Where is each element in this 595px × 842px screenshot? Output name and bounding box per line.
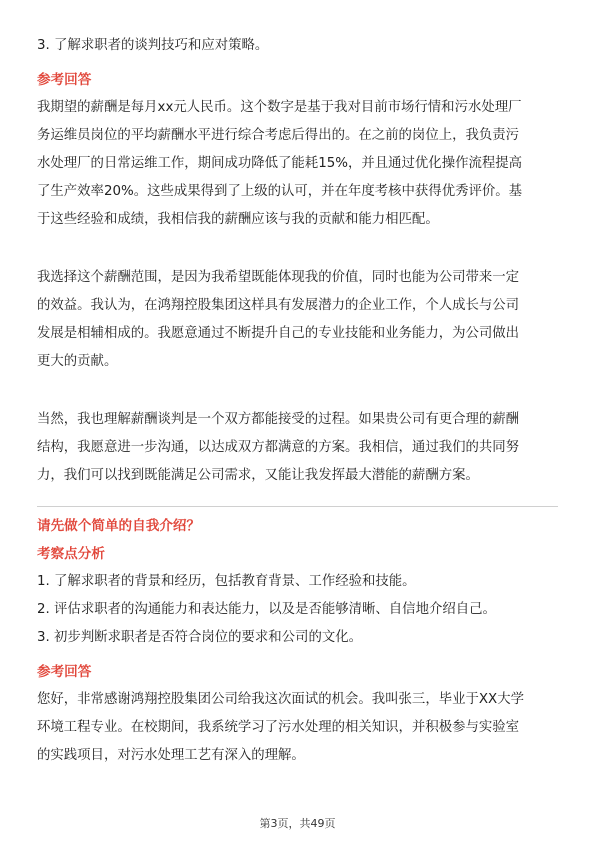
- answer-line: 于这些经验和成绩，我相信我的薪酬应该与我的贡献和能力相匹配。: [37, 212, 439, 227]
- answer-line: 务运维员岗位的平均薪酬水平进行综合考虑后得出的。在之前的岗位上，我负责污: [37, 128, 520, 143]
- answer-line: 力，我们可以找到既能满足公司需求，又能让我发挥最大潜能的薪酬方案。: [37, 468, 479, 483]
- answer-line: 水处理厂的日常运维工作，期间成功降低了能耗15%，并且通过优化操作流程提高: [37, 156, 523, 171]
- analysis-label: 考察点分析: [37, 546, 105, 562]
- answer-line: 更大的贡献。: [37, 354, 118, 369]
- answer-line: 我期望的薪酬是每月xx元人民币。这个数字是基于我对目前市场行情和污水处理厂: [37, 100, 522, 115]
- answer-line: 的实践项目，对污水处理工艺有深入的理解。: [37, 748, 305, 763]
- reference-answer-label: 参考回答: [37, 72, 92, 88]
- section-divider: [37, 506, 558, 507]
- answer-line: 环境工程专业。在校期间，我系统学习了污水处理的相关知识，并积极参与实验室: [37, 720, 520, 735]
- answer-line: 结构，我愿意进一步沟通，以达成双方都满意的方案。我相信，通过我们的共同努: [37, 440, 520, 455]
- reference-answer-label: 参考回答: [37, 664, 92, 680]
- answer-line: 发展是相辅相成的。我愿意通过不断提升自己的专业技能和业务能力，为公司做出: [37, 326, 520, 341]
- analysis-point: 1. 了解求职者的背景和经历，包括教育背景、工作经验和技能。: [37, 574, 416, 589]
- answer-line: 您好，非常感谢鸿翔控股集团公司给我这次面试的机会。我叫张三，毕业于XX大学: [37, 692, 525, 707]
- analysis-point: 3. 初步判断求职者是否符合岗位的要求和公司的文化。: [37, 630, 363, 645]
- analysis-point-3: 3. 了解求职者的谈判技巧和应对策略。: [37, 38, 269, 53]
- interview-question: 请先做个简单的自我介绍？: [37, 518, 201, 534]
- answer-line: 我选择这个薪酬范围，是因为我希望既能体现我的价值，同时也能为公司带来一定: [37, 270, 520, 285]
- answer-line: 的效益。我认为，在鸿翔控股集团这样具有发展潜力的企业工作，个人成长与公司: [37, 298, 520, 313]
- answer-line: 了生产效率20%。这些成果得到了上级的认可，并在年度考核中获得优秀评价。基: [37, 184, 523, 199]
- answer-line: 当然，我也理解薪酬谈判是一个双方都能接受的过程。如果贵公司有更合理的薪酬: [37, 412, 520, 427]
- analysis-point: 2. 评估求职者的沟通能力和表达能力，以及是否能够清晰、自信地介绍自己。: [37, 602, 496, 617]
- page-number: 第3页，共49页: [259, 817, 336, 830]
